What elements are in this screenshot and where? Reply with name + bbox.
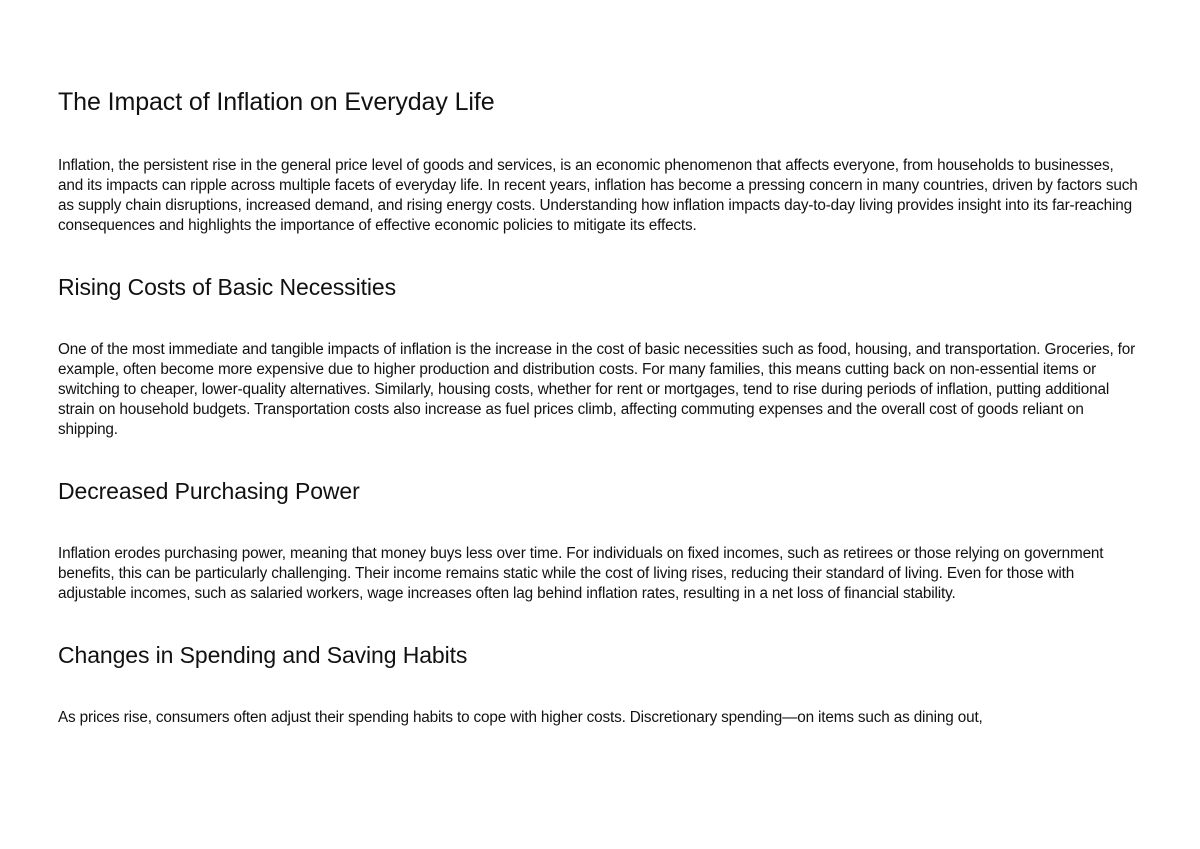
section-heading: Rising Costs of Basic Necessities	[58, 274, 396, 300]
section-purchasing-power	[58, 476, 1140, 604]
document-title: The Impact of Inflation on Everyday Life	[58, 88, 495, 116]
section-heading: Changes in Spending and Saving Habits	[58, 642, 468, 668]
document-page	[58, 86, 1140, 764]
section-heading: Decreased Purchasing Power	[58, 478, 360, 504]
intro-section	[58, 156, 1140, 236]
section-spending-habits	[58, 640, 1140, 728]
section-paragraph: Inflation erodes purchasing power, meaning that money buys less over time. For individuals on fixed incomes, such as retirees or those relying on government benefits, this can be particularly challenging. Their income remains static while the cost of living rises, reducing their standard of living. Even for those with adjustable incomes, such as salaried workers, wage increases often lag behind inflation rates, resulting in a net loss of financial stability.	[58, 545, 1104, 602]
intro-paragraph: Inflation, the persistent rise in the general price level of goods and services, is an economic phenomenon that affects everyone, from households to businesses, and its impacts can ripple across multiple facets of everyday life. In recent years, inflation has become a pressing concern in many countries, driven by factors such as supply chain disruptions, increased demand, and rising energy costs. Understanding how inflation impacts day-to-day living provides insight into its far-reaching consequences and highlights the importance of effective economic policies to mitigate its effects.	[58, 157, 1138, 234]
section-rising-costs	[58, 272, 1140, 440]
section-paragraph: One of the most immediate and tangible impacts of inflation is the increase in the cost of basic necessities such as food, housing, and transportation. Groceries, for example, often become more expensive due to higher production and distribution costs. For many families, this means cutting back on non-essential items or switching to cheaper, lower-quality alternatives. Similarly, housing costs, whether for rent or mortgages, tend to rise during periods of inflation, putting additional strain on household budgets. Transportation costs also increase as fuel prices climb, affecting commuting expenses and the overall cost of goods reliant on shipping.	[58, 341, 1136, 438]
section-paragraph: As prices rise, consumers often adjust their spending habits to cope with higher costs. Discretionary spending—on items such as dining out,	[58, 709, 983, 726]
